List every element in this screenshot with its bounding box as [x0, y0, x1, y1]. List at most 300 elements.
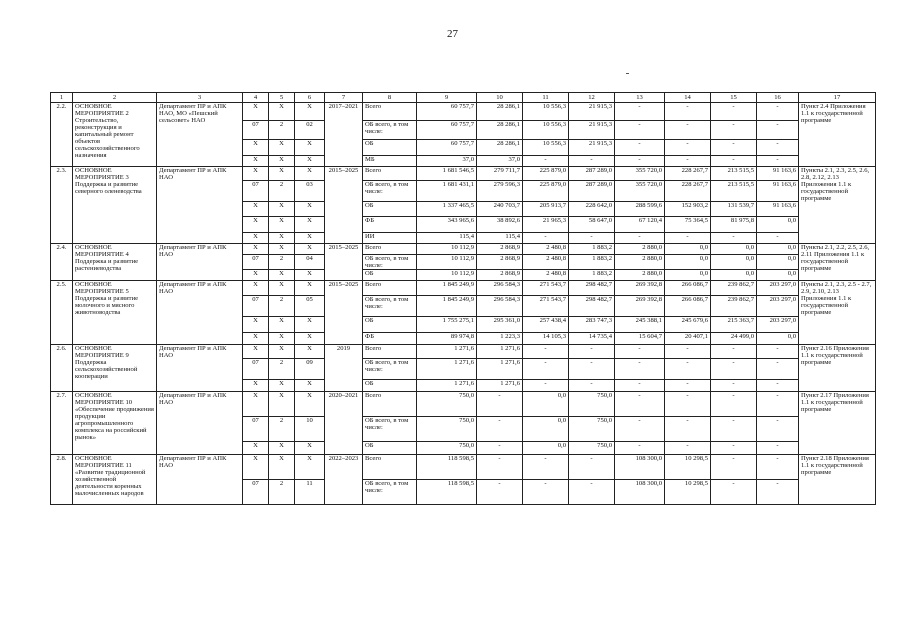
amount-cell: 279 596,3: [477, 181, 523, 202]
amount-cell: 14 735,4: [569, 333, 615, 345]
amount-cell: 15 604,7: [615, 333, 665, 345]
activity-name: ОСНОВНОЕ МЕРОПРИЯТИЕ 5 Поддержка и развитие молочного и мясного животноводства: [73, 281, 157, 345]
amount-cell: -: [523, 480, 569, 505]
amount-cell: 1 271,6: [417, 380, 477, 392]
code-cell: 2: [269, 296, 295, 317]
header-cell: 16: [757, 93, 799, 103]
header-cell: 12: [569, 93, 615, 103]
amount-cell: 0,0: [665, 244, 711, 255]
funding-source: ОБ: [363, 140, 417, 156]
funding-source: ФБ: [363, 333, 417, 345]
amount-cell: 28 286,1: [477, 121, 523, 140]
code-cell: 10: [295, 417, 325, 442]
amount-cell: 118 598,5: [417, 455, 477, 480]
code-cell: Х: [269, 167, 295, 181]
amount-cell: 91 163,6: [757, 202, 799, 217]
activity-name: ОСНОВНОЕ МЕРОПРИЯТИЕ 10 «Обеспечение продвижения продукции агропромышленного комплекса на российский рынок»: [73, 392, 157, 455]
amount-cell: 203 297,0: [757, 317, 799, 333]
amount-cell: 91 163,6: [757, 167, 799, 181]
amount-cell: 228 642,0: [569, 202, 615, 217]
amount-cell: 131 539,7: [711, 202, 757, 217]
amount-cell: 245 388,1: [615, 317, 665, 333]
amount-cell: -: [711, 345, 757, 359]
amount-cell: -: [665, 442, 711, 455]
amount-cell: 10 298,5: [665, 455, 711, 480]
amount-cell: 266 086,7: [665, 281, 711, 296]
amount-cell: -: [711, 480, 757, 505]
reference-note: Пункты 2.1, 2.2, 2.5, 2.6, 2.11 Приложения 1.1 к государственной программе: [799, 244, 876, 281]
amount-cell: -: [569, 480, 615, 505]
funding-source: Всего: [363, 281, 417, 296]
code-cell: Х: [295, 244, 325, 255]
code-cell: 2: [269, 480, 295, 505]
amount-cell: 0,0: [523, 417, 569, 442]
funding-source: ОБ всего, в том числе:: [363, 480, 417, 505]
amount-cell: 1 681 546,5: [417, 167, 477, 181]
amount-cell: 60 757,7: [417, 103, 477, 121]
code-cell: Х: [295, 270, 325, 281]
activity-number: 2.8.: [51, 455, 73, 505]
amount-cell: -: [757, 359, 799, 380]
amount-cell: 239 862,7: [711, 296, 757, 317]
code-cell: Х: [243, 103, 269, 121]
header-cell: 1: [51, 93, 73, 103]
amount-cell: -: [665, 345, 711, 359]
amount-cell: -: [569, 345, 615, 359]
amount-cell: -: [523, 455, 569, 480]
funding-source: Всего: [363, 103, 417, 121]
amount-cell: -: [615, 442, 665, 455]
code-cell: 2: [269, 359, 295, 380]
executor: Департамент ПР и АПК НАО: [157, 345, 243, 392]
amount-cell: 0,0: [711, 244, 757, 255]
amount-cell: 28 286,1: [477, 103, 523, 121]
amount-cell: -: [477, 392, 523, 417]
amount-cell: -: [711, 417, 757, 442]
amount-cell: 115,4: [477, 233, 523, 244]
amount-cell: -: [523, 359, 569, 380]
amount-cell: 58 647,0: [569, 217, 615, 233]
header-cell: 11: [523, 93, 569, 103]
reference-note: Пункты 2.1, 2.3, 2.5 - 2.7, 2.9, 2.10, 2.13 Приложения 1.1 к государственной программе: [799, 281, 876, 345]
amount-cell: 296 584,3: [477, 296, 523, 317]
table-row: [51, 281, 876, 296]
amount-cell: -: [757, 380, 799, 392]
reference-note: Пункты 2.1, 2.3, 2.5, 2.6, 2.8, 2.12, 2.13 Приложения 1.1 к государственной программе: [799, 167, 876, 244]
amount-cell: 215 363,7: [711, 317, 757, 333]
amount-cell: -: [665, 392, 711, 417]
amount-cell: 24 499,0: [711, 333, 757, 345]
activity-number: 2.5.: [51, 281, 73, 345]
amount-cell: -: [757, 121, 799, 140]
amount-cell: -: [665, 156, 711, 167]
code-cell: Х: [295, 103, 325, 121]
amount-cell: 295 361,0: [477, 317, 523, 333]
code-cell: Х: [243, 217, 269, 233]
amount-cell: 10 556,3: [523, 121, 569, 140]
code-cell: 07: [243, 296, 269, 317]
amount-cell: 38 892,6: [477, 217, 523, 233]
amount-cell: -: [665, 380, 711, 392]
header-cell: 14: [665, 93, 711, 103]
funding-source: ОБ: [363, 270, 417, 281]
amount-cell: 203 297,0: [757, 296, 799, 317]
code-cell: 02: [295, 121, 325, 140]
code-cell: Х: [295, 202, 325, 217]
code-cell: 2: [269, 255, 295, 270]
amount-cell: 1 681 431,1: [417, 181, 477, 202]
amount-cell: 0,0: [523, 442, 569, 455]
amount-cell: -: [523, 156, 569, 167]
years-cell: 2015–2025: [325, 244, 363, 281]
amount-cell: 343 965,6: [417, 217, 477, 233]
amount-cell: 108 300,0: [615, 480, 665, 505]
header-cell: 7: [325, 93, 363, 103]
code-cell: Х: [295, 380, 325, 392]
code-cell: Х: [295, 140, 325, 156]
code-cell: 2: [269, 417, 295, 442]
amount-cell: 283 747,3: [569, 317, 615, 333]
years-cell: 2015–2025: [325, 167, 363, 244]
funding-source: ФБ: [363, 217, 417, 233]
code-cell: Х: [269, 202, 295, 217]
code-cell: Х: [295, 317, 325, 333]
amount-cell: 1 271,6: [477, 359, 523, 380]
amount-cell: 750,0: [569, 417, 615, 442]
amount-cell: -: [615, 380, 665, 392]
amount-cell: -: [615, 103, 665, 121]
executor: Департамент ПР и АПК НАО: [157, 455, 243, 505]
code-cell: Х: [295, 233, 325, 244]
amount-cell: 10 112,9: [417, 270, 477, 281]
code-cell: Х: [269, 317, 295, 333]
header-row: [51, 93, 876, 103]
activity-number: 2.2.: [51, 103, 73, 167]
activity-name: ОСНОВНОЕ МЕРОПРИЯТИЕ 3 Поддержка и развитие северного оленеводства: [73, 167, 157, 244]
amount-cell: -: [615, 140, 665, 156]
funding-source: ОБ всего, в том числе:: [363, 359, 417, 380]
funding-source: Всего: [363, 244, 417, 255]
funding-source: ОБ всего, в том числе:: [363, 417, 417, 442]
amount-cell: 203 297,0: [757, 281, 799, 296]
funding-source: Всего: [363, 167, 417, 181]
amount-cell: 2 868,9: [477, 244, 523, 255]
header-cell: 5: [269, 93, 295, 103]
activity-number: 2.6.: [51, 345, 73, 392]
amount-cell: -: [711, 442, 757, 455]
amount-cell: 28 286,1: [477, 140, 523, 156]
amount-cell: 750,0: [569, 442, 615, 455]
amount-cell: -: [757, 103, 799, 121]
amount-cell: 2 880,0: [615, 270, 665, 281]
amount-cell: 1 223,3: [477, 333, 523, 345]
amount-cell: 750,0: [569, 392, 615, 417]
scan-mark: [626, 73, 629, 74]
code-cell: Х: [269, 270, 295, 281]
code-cell: 2: [269, 121, 295, 140]
amount-cell: 0,0: [665, 270, 711, 281]
amount-cell: -: [615, 417, 665, 442]
amount-cell: 81 975,8: [711, 217, 757, 233]
code-cell: Х: [243, 380, 269, 392]
amount-cell: -: [711, 455, 757, 480]
amount-cell: -: [711, 140, 757, 156]
amount-cell: -: [757, 156, 799, 167]
code-cell: 03: [295, 181, 325, 202]
funding-source: ИИ: [363, 233, 417, 244]
amount-cell: 1 845 249,9: [417, 296, 477, 317]
amount-cell: 750,0: [417, 392, 477, 417]
years-cell: 2015–2025: [325, 281, 363, 345]
amount-cell: 257 438,4: [523, 317, 569, 333]
code-cell: Х: [295, 156, 325, 167]
amount-cell: 1 271,6: [477, 380, 523, 392]
code-cell: Х: [269, 156, 295, 167]
code-cell: 2: [269, 181, 295, 202]
funding-source: Всего: [363, 455, 417, 480]
amount-cell: -: [757, 442, 799, 455]
code-cell: 07: [243, 359, 269, 380]
amount-cell: -: [757, 140, 799, 156]
amount-cell: -: [569, 359, 615, 380]
amount-cell: 60 757,7: [417, 121, 477, 140]
amount-cell: -: [711, 359, 757, 380]
code-cell: Х: [269, 244, 295, 255]
reference-note: Пункт 2.4 Приложения 1.1 к государственной программе: [799, 103, 876, 167]
header-cell: 13: [615, 93, 665, 103]
funding-source: ОБ: [363, 380, 417, 392]
amount-cell: -: [615, 233, 665, 244]
amount-cell: -: [665, 121, 711, 140]
amount-cell: 1 271,6: [477, 345, 523, 359]
amount-cell: -: [665, 103, 711, 121]
amount-cell: 20 407,1: [665, 333, 711, 345]
amount-cell: 240 703,7: [477, 202, 523, 217]
amount-cell: 10 298,5: [665, 480, 711, 505]
amount-cell: -: [477, 442, 523, 455]
executor: Департамент ПР и АПК НАО: [157, 392, 243, 455]
code-cell: Х: [243, 167, 269, 181]
amount-cell: 0,0: [757, 333, 799, 345]
funding-source: МБ: [363, 156, 417, 167]
code-cell: 07: [243, 417, 269, 442]
funding-source: ОБ всего, в том числе:: [363, 296, 417, 317]
amount-cell: 1 271,6: [417, 359, 477, 380]
code-cell: Х: [295, 442, 325, 455]
amount-cell: 287 289,0: [569, 181, 615, 202]
amount-cell: 1 883,2: [569, 255, 615, 270]
amount-cell: 0,0: [757, 244, 799, 255]
amount-cell: 1 271,6: [417, 345, 477, 359]
amount-cell: -: [615, 156, 665, 167]
header-cell: 15: [711, 93, 757, 103]
amount-cell: -: [711, 233, 757, 244]
budget-table: [50, 92, 876, 505]
amount-cell: -: [757, 455, 799, 480]
amount-cell: 2 880,0: [615, 244, 665, 255]
amount-cell: -: [757, 392, 799, 417]
amount-cell: 750,0: [417, 442, 477, 455]
amount-cell: 91 163,6: [757, 181, 799, 202]
years-cell: 2020–2021: [325, 392, 363, 455]
amount-cell: 10 112,9: [417, 255, 477, 270]
amount-cell: 1 755 275,1: [417, 317, 477, 333]
code-cell: Х: [243, 270, 269, 281]
amount-cell: 2 480,8: [523, 244, 569, 255]
header-cell: 9: [417, 93, 477, 103]
amount-cell: 75 364,5: [665, 217, 711, 233]
table-row: [51, 345, 876, 359]
amount-cell: -: [711, 103, 757, 121]
amount-cell: -: [757, 345, 799, 359]
code-cell: Х: [269, 333, 295, 345]
code-cell: 09: [295, 359, 325, 380]
code-cell: Х: [295, 281, 325, 296]
amount-cell: 271 543,7: [523, 281, 569, 296]
amount-cell: 298 482,7: [569, 281, 615, 296]
code-cell: 07: [243, 480, 269, 505]
amount-cell: 37,0: [477, 156, 523, 167]
funding-source: ОБ всего, в том числе:: [363, 181, 417, 202]
amount-cell: 2 480,8: [523, 270, 569, 281]
amount-cell: -: [569, 156, 615, 167]
code-cell: Х: [243, 317, 269, 333]
amount-cell: 0,0: [665, 255, 711, 270]
amount-cell: -: [523, 233, 569, 244]
code-cell: Х: [269, 442, 295, 455]
amount-cell: 271 543,7: [523, 296, 569, 317]
amount-cell: 10 556,3: [523, 103, 569, 121]
amount-cell: 296 584,3: [477, 281, 523, 296]
funding-source: Всего: [363, 345, 417, 359]
table-row: [51, 167, 876, 181]
amount-cell: -: [477, 455, 523, 480]
amount-cell: -: [569, 233, 615, 244]
code-cell: Х: [269, 345, 295, 359]
amount-cell: -: [615, 345, 665, 359]
amount-cell: 60 757,7: [417, 140, 477, 156]
amount-cell: -: [615, 121, 665, 140]
header-cell: 8: [363, 93, 417, 103]
amount-cell: 213 515,5: [711, 181, 757, 202]
amount-cell: 21 915,3: [569, 121, 615, 140]
amount-cell: -: [757, 480, 799, 505]
code-cell: Х: [269, 392, 295, 417]
activity-name: ОСНОВНОЕ МЕРОПРИЯТИЕ 4 Поддержка и развитие растениеводства: [73, 244, 157, 281]
amount-cell: 21 915,3: [569, 103, 615, 121]
amount-cell: 2 880,0: [615, 255, 665, 270]
amount-cell: -: [711, 380, 757, 392]
amount-cell: 228 267,7: [665, 167, 711, 181]
amount-cell: 37,0: [417, 156, 477, 167]
funding-source: ОБ всего, в том числе:: [363, 255, 417, 270]
code-cell: Х: [295, 392, 325, 417]
amount-cell: 2 868,9: [477, 270, 523, 281]
code-cell: Х: [295, 217, 325, 233]
code-cell: Х: [269, 140, 295, 156]
amount-cell: -: [711, 121, 757, 140]
executor: Департамент ПР и АПК НАО: [157, 244, 243, 281]
amount-cell: 115,4: [417, 233, 477, 244]
amount-cell: 750,0: [417, 417, 477, 442]
amount-cell: 0,0: [711, 255, 757, 270]
table-row: [51, 392, 876, 417]
amount-cell: -: [665, 417, 711, 442]
amount-cell: -: [757, 233, 799, 244]
code-cell: Х: [243, 345, 269, 359]
code-cell: Х: [243, 202, 269, 217]
amount-cell: 108 300,0: [615, 455, 665, 480]
reference-note: Пункт 2.18 Приложения 1.1 к государственной программе: [799, 455, 876, 505]
amount-cell: -: [569, 455, 615, 480]
header-cell: 10: [477, 93, 523, 103]
amount-cell: 228 267,7: [665, 181, 711, 202]
activity-name: ОСНОВНОЕ МЕРОПРИЯТИЕ 2 Строительство, реконструкция и капитальный ремонт объектов сельскохозяйственного назначения: [73, 103, 157, 167]
amount-cell: 279 711,7: [477, 167, 523, 181]
amount-cell: -: [711, 392, 757, 417]
amount-cell: 21 965,3: [523, 217, 569, 233]
amount-cell: -: [523, 345, 569, 359]
code-cell: Х: [269, 281, 295, 296]
code-cell: 07: [243, 121, 269, 140]
code-cell: Х: [243, 392, 269, 417]
reference-note: Пункт 2.16 Приложения 1.1 к государственной программе: [799, 345, 876, 392]
code-cell: 04: [295, 255, 325, 270]
code-cell: Х: [269, 217, 295, 233]
amount-cell: 239 862,7: [711, 281, 757, 296]
activity-number: 2.4.: [51, 244, 73, 281]
amount-cell: 287 289,0: [569, 167, 615, 181]
amount-cell: -: [665, 140, 711, 156]
code-cell: Х: [269, 380, 295, 392]
amount-cell: 355 720,0: [615, 181, 665, 202]
code-cell: Х: [295, 333, 325, 345]
page-number: 27: [447, 28, 458, 40]
amount-cell: 213 515,5: [711, 167, 757, 181]
years-cell: 2022–2023: [325, 455, 363, 505]
amount-cell: 14 105,3: [523, 333, 569, 345]
amount-cell: 0,0: [523, 392, 569, 417]
code-cell: Х: [243, 156, 269, 167]
funding-source: ОБ: [363, 442, 417, 455]
amount-cell: -: [665, 359, 711, 380]
amount-cell: 10 556,3: [523, 140, 569, 156]
code-cell: Х: [243, 140, 269, 156]
activity-name: ОСНОВНОЕ МЕРОПРИЯТИЕ 9 Поддержка сельскохозяйственной кооперации: [73, 345, 157, 392]
amount-cell: 355 720,0: [615, 167, 665, 181]
amount-cell: 225 879,0: [523, 167, 569, 181]
activity-number: 2.3.: [51, 167, 73, 244]
amount-cell: 152 903,2: [665, 202, 711, 217]
funding-source: ОБ: [363, 202, 417, 217]
code-cell: Х: [269, 455, 295, 480]
executor: Департамент ПР и АПК НАО: [157, 281, 243, 345]
code-cell: Х: [295, 167, 325, 181]
code-cell: Х: [243, 233, 269, 244]
amount-cell: 298 482,7: [569, 296, 615, 317]
amount-cell: 2 868,9: [477, 255, 523, 270]
code-cell: Х: [269, 233, 295, 244]
activity-name: ОСНОВНОЕ МЕРОПРИЯТИЕ 11 «Развитие традиционной хозяйственной деятельности коренных малочисленных народов: [73, 455, 157, 505]
code-cell: 05: [295, 296, 325, 317]
funding-source: ОБ всего, в том числе:: [363, 121, 417, 140]
amount-cell: 225 879,0: [523, 181, 569, 202]
code-cell: Х: [243, 455, 269, 480]
header-cell: 2: [73, 93, 157, 103]
amount-cell: 245 679,6: [665, 317, 711, 333]
funding-source: ОБ: [363, 317, 417, 333]
amount-cell: -: [615, 359, 665, 380]
